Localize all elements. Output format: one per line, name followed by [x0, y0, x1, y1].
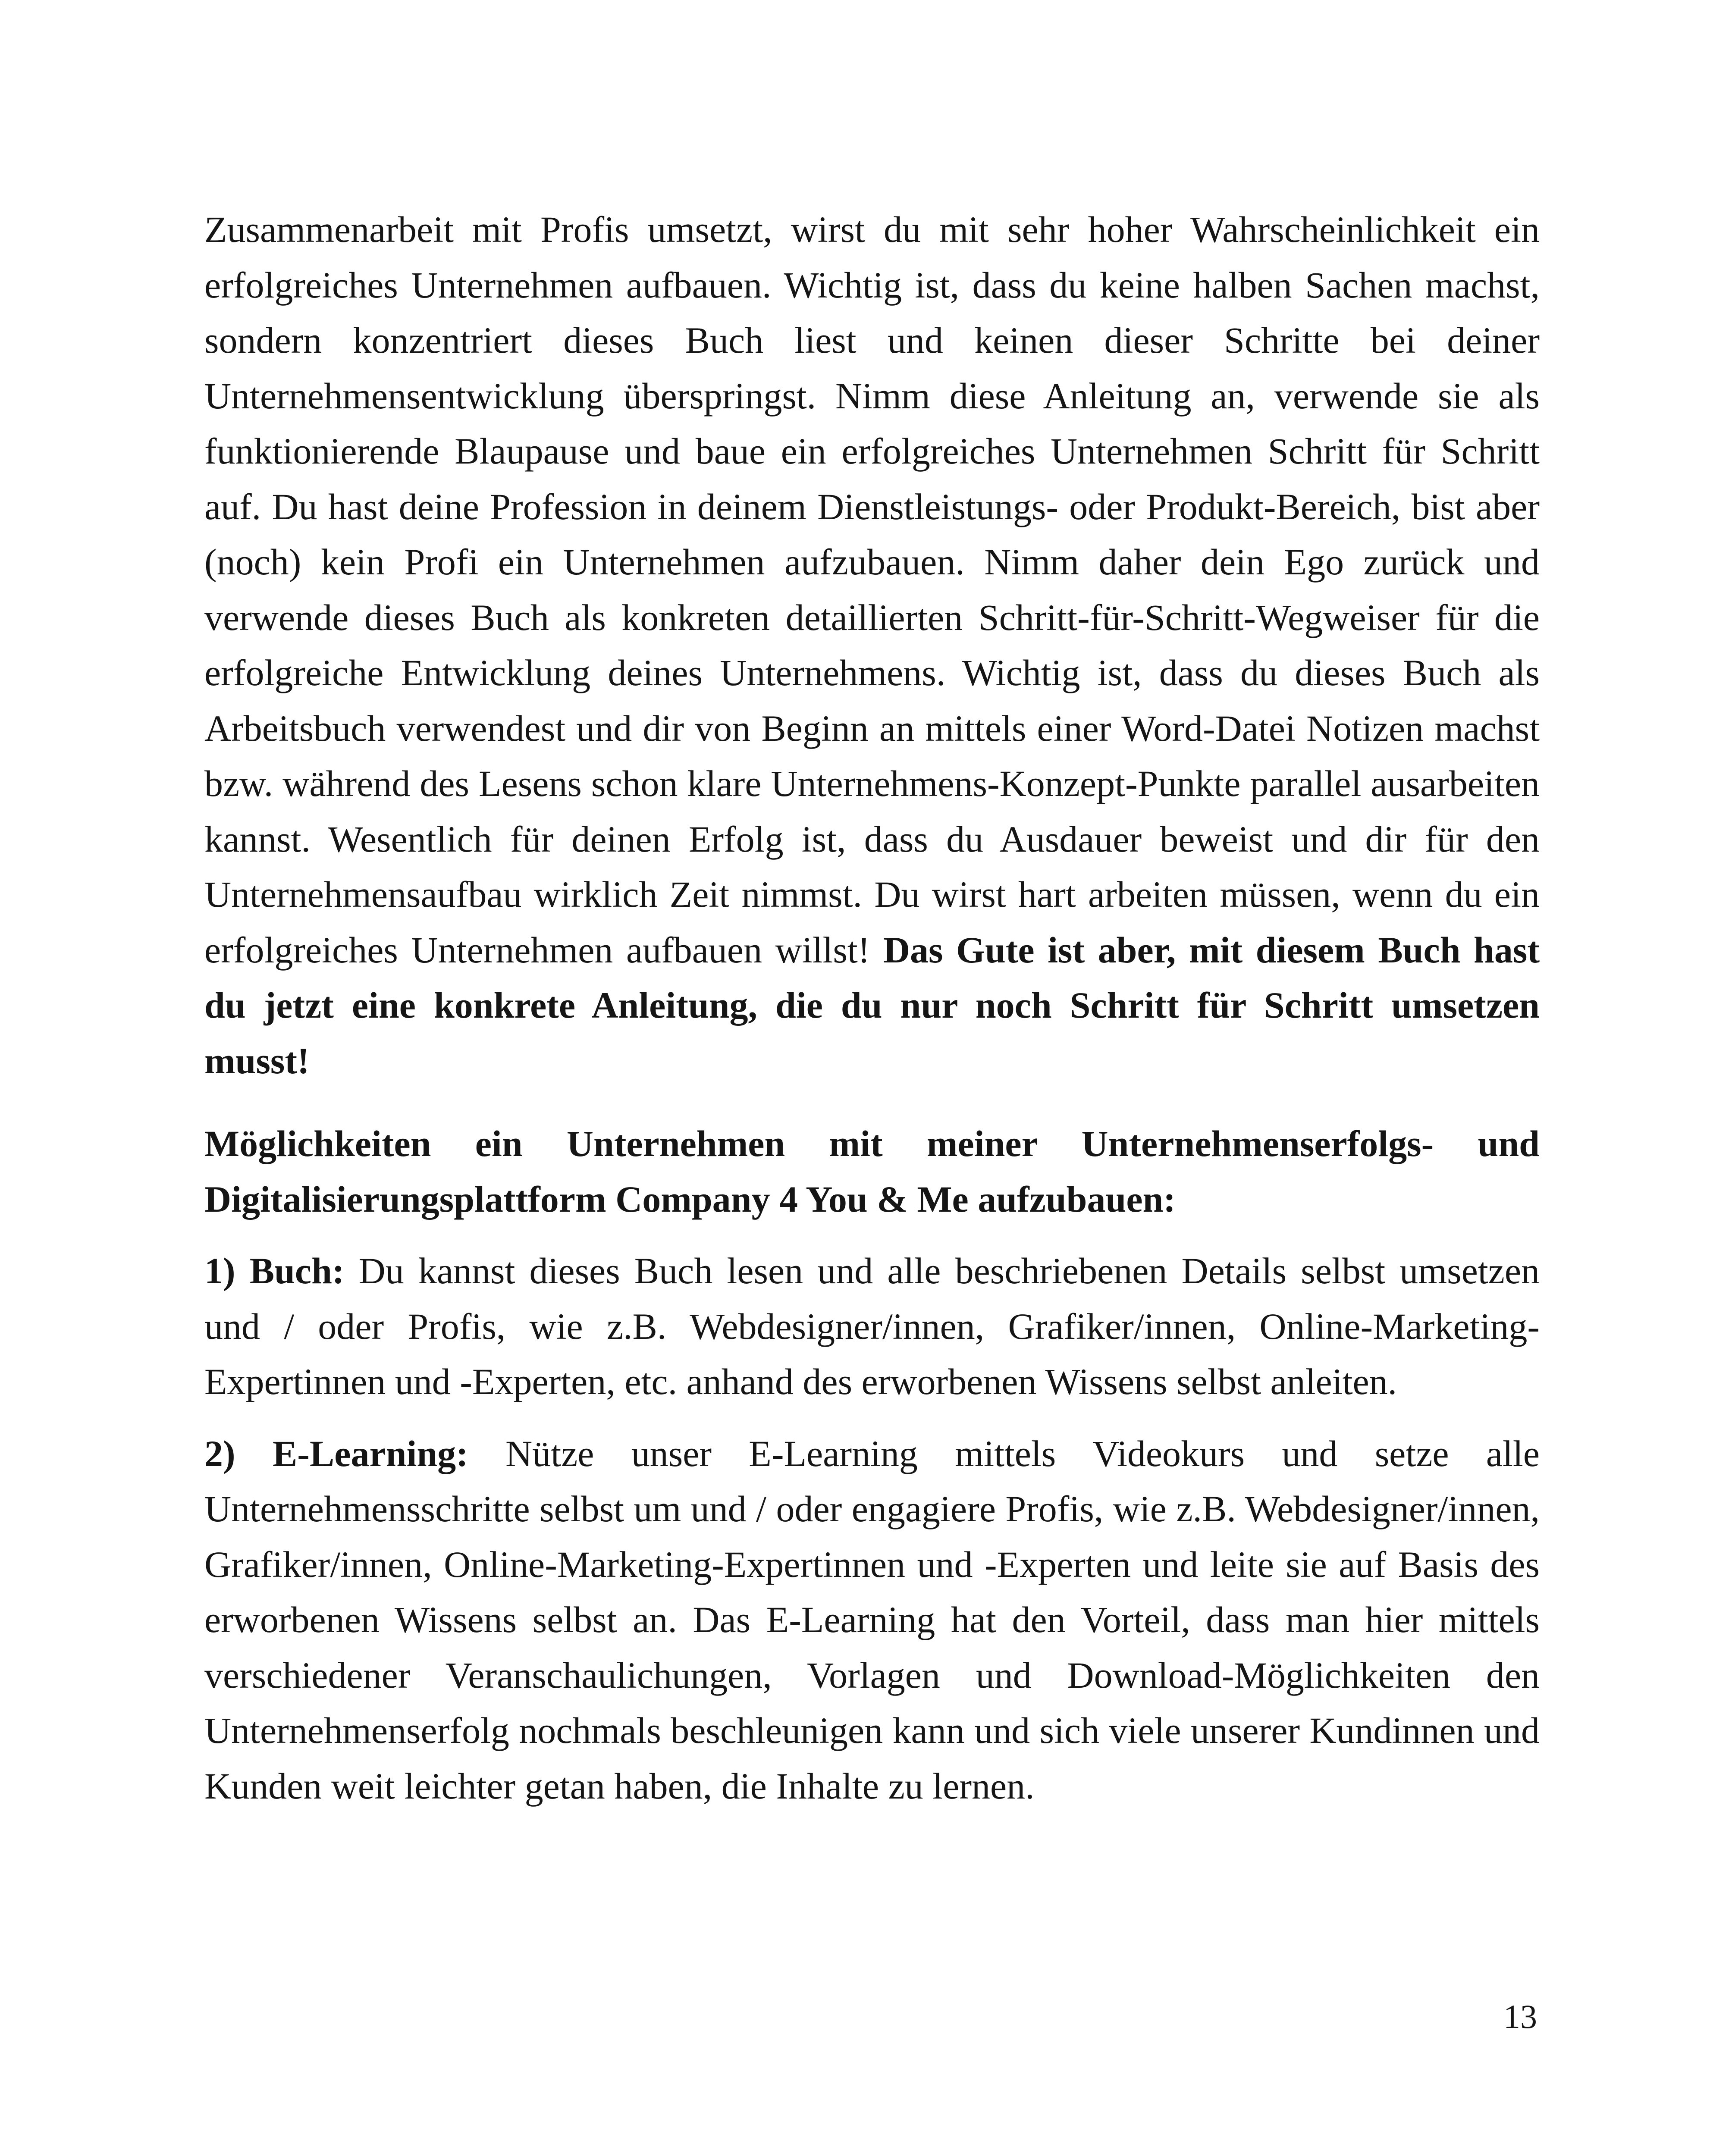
option-elearning-label: 2) E-Learning:	[204, 1432, 468, 1474]
page-number: 13	[1503, 1998, 1537, 2035]
paragraph-intro-text: Zusammenarbeit mit Profis umsetzt, wirst du mit sehr hoher Wahrscheinlichkeit ein erfolgreiches Unternehmen aufbauen. Wichtig ist, dass du keine halben Sachen machst, sondern konzentriert dieses Buch liest und keinen dieser Schritte bei deiner Unternehmensentwicklung überspringst. Nimm diese Anleitung an, verwende sie als funktionierende Blaupause und baue ein erfolgreiches Unternehmen Schritt für Schritt auf. Du hast deine Profession in deinem Dienstleistungs- oder Produkt-Bereich, bist aber (noch) kein Profi ein Unternehmen aufzubauen. Nimm daher dein Ego zurück und verwende dieses Buch als konkreten detaillierten Schritt-für-Schritt-Wegweiser für die erfolgreiche Entwicklung deines Unternehmens. Wichtig ist, dass du dieses Buch als Arbeitsbuch verwendest und dir von Beginn an mittels einer Word-Datei Notizen machst bzw. während des Lesens schon klare Unternehmens-Konzept-Punkte parallel ausarbeiten kannst. Wesentlich für deinen Erfolg ist, dass du Ausdauer beweist und dir für den Unternehmensaufbau wirklich Zeit nimmst. Du wirst hart arbeiten müssen, wenn du ein erfolgreiches Unternehmen aufbauen willst!	[204, 209, 1540, 971]
paragraph-intro-bold-text: Das Gute ist aber, mit diesem Buch hast du jetzt eine konkrete Anleitung, die du nur noch Schritt für Schritt umsetzen musst!	[204, 929, 1540, 1081]
option-elearning-text: Nütze unser E-Learning mittels Videokurs und setze alle Unternehmensschritte selbst um und / oder engagiere Profis, wie z.B. Webdesigner/innen, Grafiker/innen, Online-Marketing-Expertinnen und -Experten und leite sie auf Basis des erworbenen Wissens selbst an. Das E-Learning hat den Vorteil, dass man hier mittels verschiedener Veranschaulichungen, Vorlagen und Download-Möglichkeiten den Unternehmenserfolg nochmals beschleunigen kann und sich viele unserer Kundinnen und Kunden weit leichter getan haben, die Inhalte zu lernen.	[204, 1432, 1540, 1807]
option-book	[204, 1243, 1540, 1410]
paragraph-intro	[204, 202, 1540, 1088]
option-book-label: 1) Buch:	[204, 1250, 345, 1291]
option-elearning	[204, 1426, 1540, 1814]
body-text	[204, 202, 1540, 1814]
option-book-text: Du kannst dieses Buch lesen und alle beschriebenen Details selbst umsetzen und / oder Profis, wie z.B. Webdesigner/innen, Grafiker/innen, Online-Marketing-Expertinnen und -Experten, etc. anhand des erworbenen Wissens selbst anleiten.	[204, 1250, 1540, 1402]
section-heading: Möglichkeiten ein Unternehmen mit meiner Unternehmenserfolgs- und Digitalisierungsplattform Company 4 You & Me aufzubauen:	[204, 1123, 1540, 1220]
